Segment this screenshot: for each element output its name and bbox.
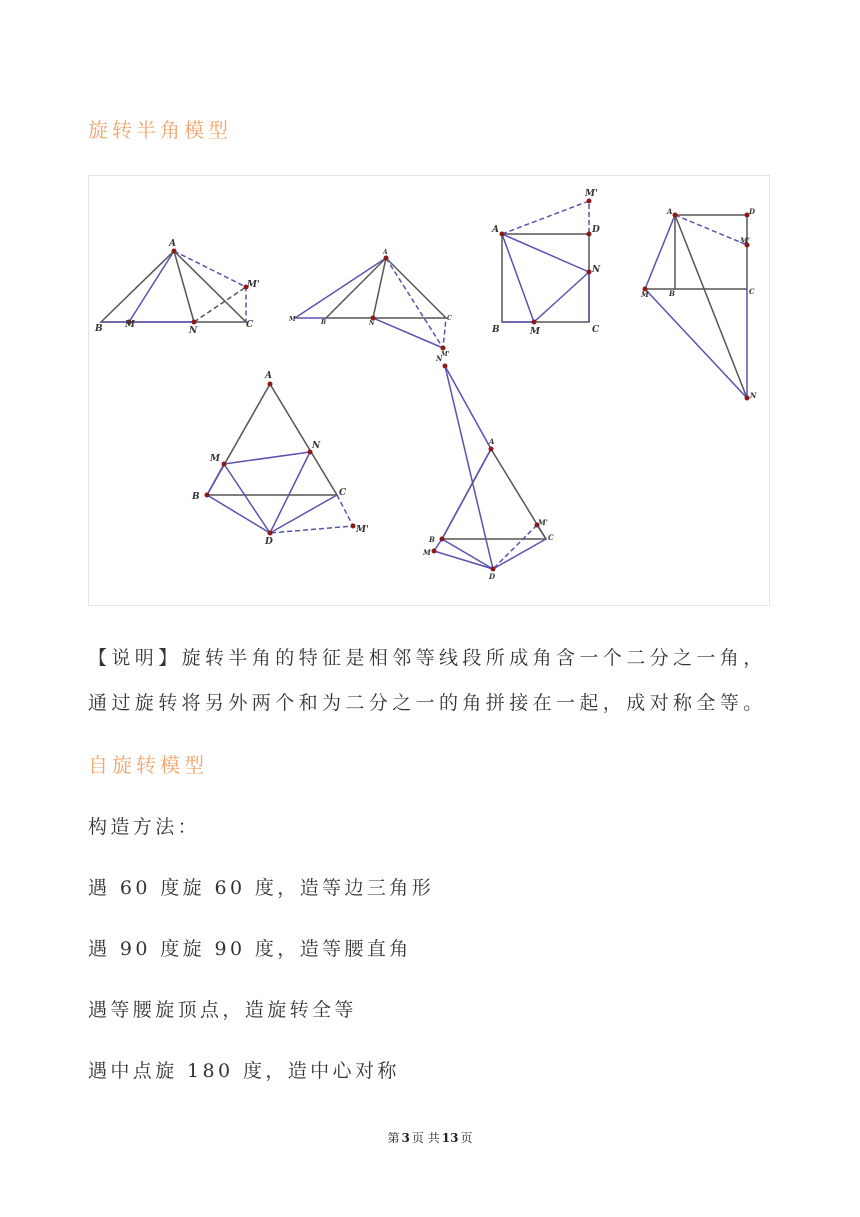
construction-item: 遇 60 度旋 60 度，造等边三角形 bbox=[88, 877, 435, 899]
svg-text:C: C bbox=[749, 287, 755, 296]
footer-suffix: 页 bbox=[460, 1131, 473, 1145]
svg-text:N: N bbox=[436, 354, 443, 363]
diagram-isosceles-triangle-1 bbox=[101, 251, 246, 322]
svg-text:A: A bbox=[667, 207, 673, 216]
svg-text:M: M bbox=[289, 316, 296, 323]
svg-text:M': M' bbox=[538, 518, 548, 527]
svg-text:D: D bbox=[265, 537, 273, 547]
svg-text:M': M' bbox=[441, 351, 450, 358]
svg-text:B: B bbox=[95, 324, 103, 334]
diagram-square-1 bbox=[502, 201, 589, 322]
svg-text:N: N bbox=[189, 326, 198, 336]
diagram-isosceles-triangle-2 bbox=[295, 258, 446, 348]
svg-text:C: C bbox=[592, 325, 600, 335]
svg-text:B: B bbox=[192, 492, 200, 502]
total-pages-number: 13 bbox=[441, 1131, 459, 1145]
construction-item: 遇等腰旋顶点，造旋转全等 bbox=[88, 999, 357, 1021]
construction-title: 构造方法： bbox=[88, 816, 201, 838]
svg-text:M: M bbox=[530, 327, 540, 337]
current-page-number: 3 bbox=[401, 1131, 410, 1145]
svg-text:M: M bbox=[210, 454, 220, 464]
svg-text:A: A bbox=[492, 225, 499, 235]
explanation-line-2: 通过旋转将另外两个和为二分之一的角拼接在一起，成对称全等。 bbox=[88, 692, 767, 714]
section-heading-rotate-half-angle: 旋转半角模型 bbox=[88, 118, 232, 142]
svg-text:M': M' bbox=[356, 525, 369, 535]
svg-text:M': M' bbox=[585, 189, 598, 199]
svg-text:C: C bbox=[548, 533, 554, 542]
svg-text:D: D bbox=[489, 572, 496, 581]
svg-text:D: D bbox=[592, 225, 600, 235]
svg-text:A: A bbox=[265, 371, 272, 381]
geometry-diagrams bbox=[89, 176, 771, 607]
svg-text:M': M' bbox=[247, 280, 260, 290]
construction-item: 遇 90 度旋 90 度，造等腰直角 bbox=[88, 938, 412, 960]
svg-text:M: M bbox=[423, 548, 431, 557]
svg-text:N: N bbox=[750, 391, 757, 400]
diagram-equilateral-2 bbox=[434, 366, 546, 569]
svg-text:M: M bbox=[641, 290, 649, 299]
svg-text:C: C bbox=[339, 488, 347, 498]
svg-text:A: A bbox=[489, 437, 495, 446]
svg-text:B: B bbox=[321, 319, 327, 326]
footer-middle: 页 共 bbox=[411, 1131, 440, 1145]
svg-text:A: A bbox=[383, 249, 388, 256]
construction-item: 遇中点旋 180 度，造中心对称 bbox=[88, 1060, 400, 1082]
geometry-figure bbox=[88, 175, 770, 606]
diagram-square-2 bbox=[645, 215, 747, 398]
svg-text:C: C bbox=[246, 320, 254, 330]
footer-prefix: 第 bbox=[387, 1131, 400, 1145]
page-footer bbox=[0, 1129, 860, 1146]
svg-text:C: C bbox=[447, 315, 452, 322]
svg-text:D: D bbox=[749, 207, 756, 216]
svg-text:N: N bbox=[312, 441, 321, 451]
svg-text:B: B bbox=[429, 535, 435, 544]
section-heading-self-rotation: 自旋转模型 bbox=[88, 753, 208, 777]
svg-text:N: N bbox=[369, 320, 375, 327]
svg-text:N: N bbox=[592, 265, 601, 275]
diagram-equilateral-1 bbox=[207, 384, 353, 533]
svg-text:M': M' bbox=[740, 236, 750, 245]
svg-text:A: A bbox=[169, 239, 176, 249]
svg-text:M: M bbox=[125, 320, 135, 330]
explanation-line-1: 【说明】旋转半角的特征是相邻等线段所成角含一个二分之一角， bbox=[88, 647, 767, 669]
svg-text:B: B bbox=[492, 325, 500, 335]
svg-text:B: B bbox=[669, 289, 675, 298]
